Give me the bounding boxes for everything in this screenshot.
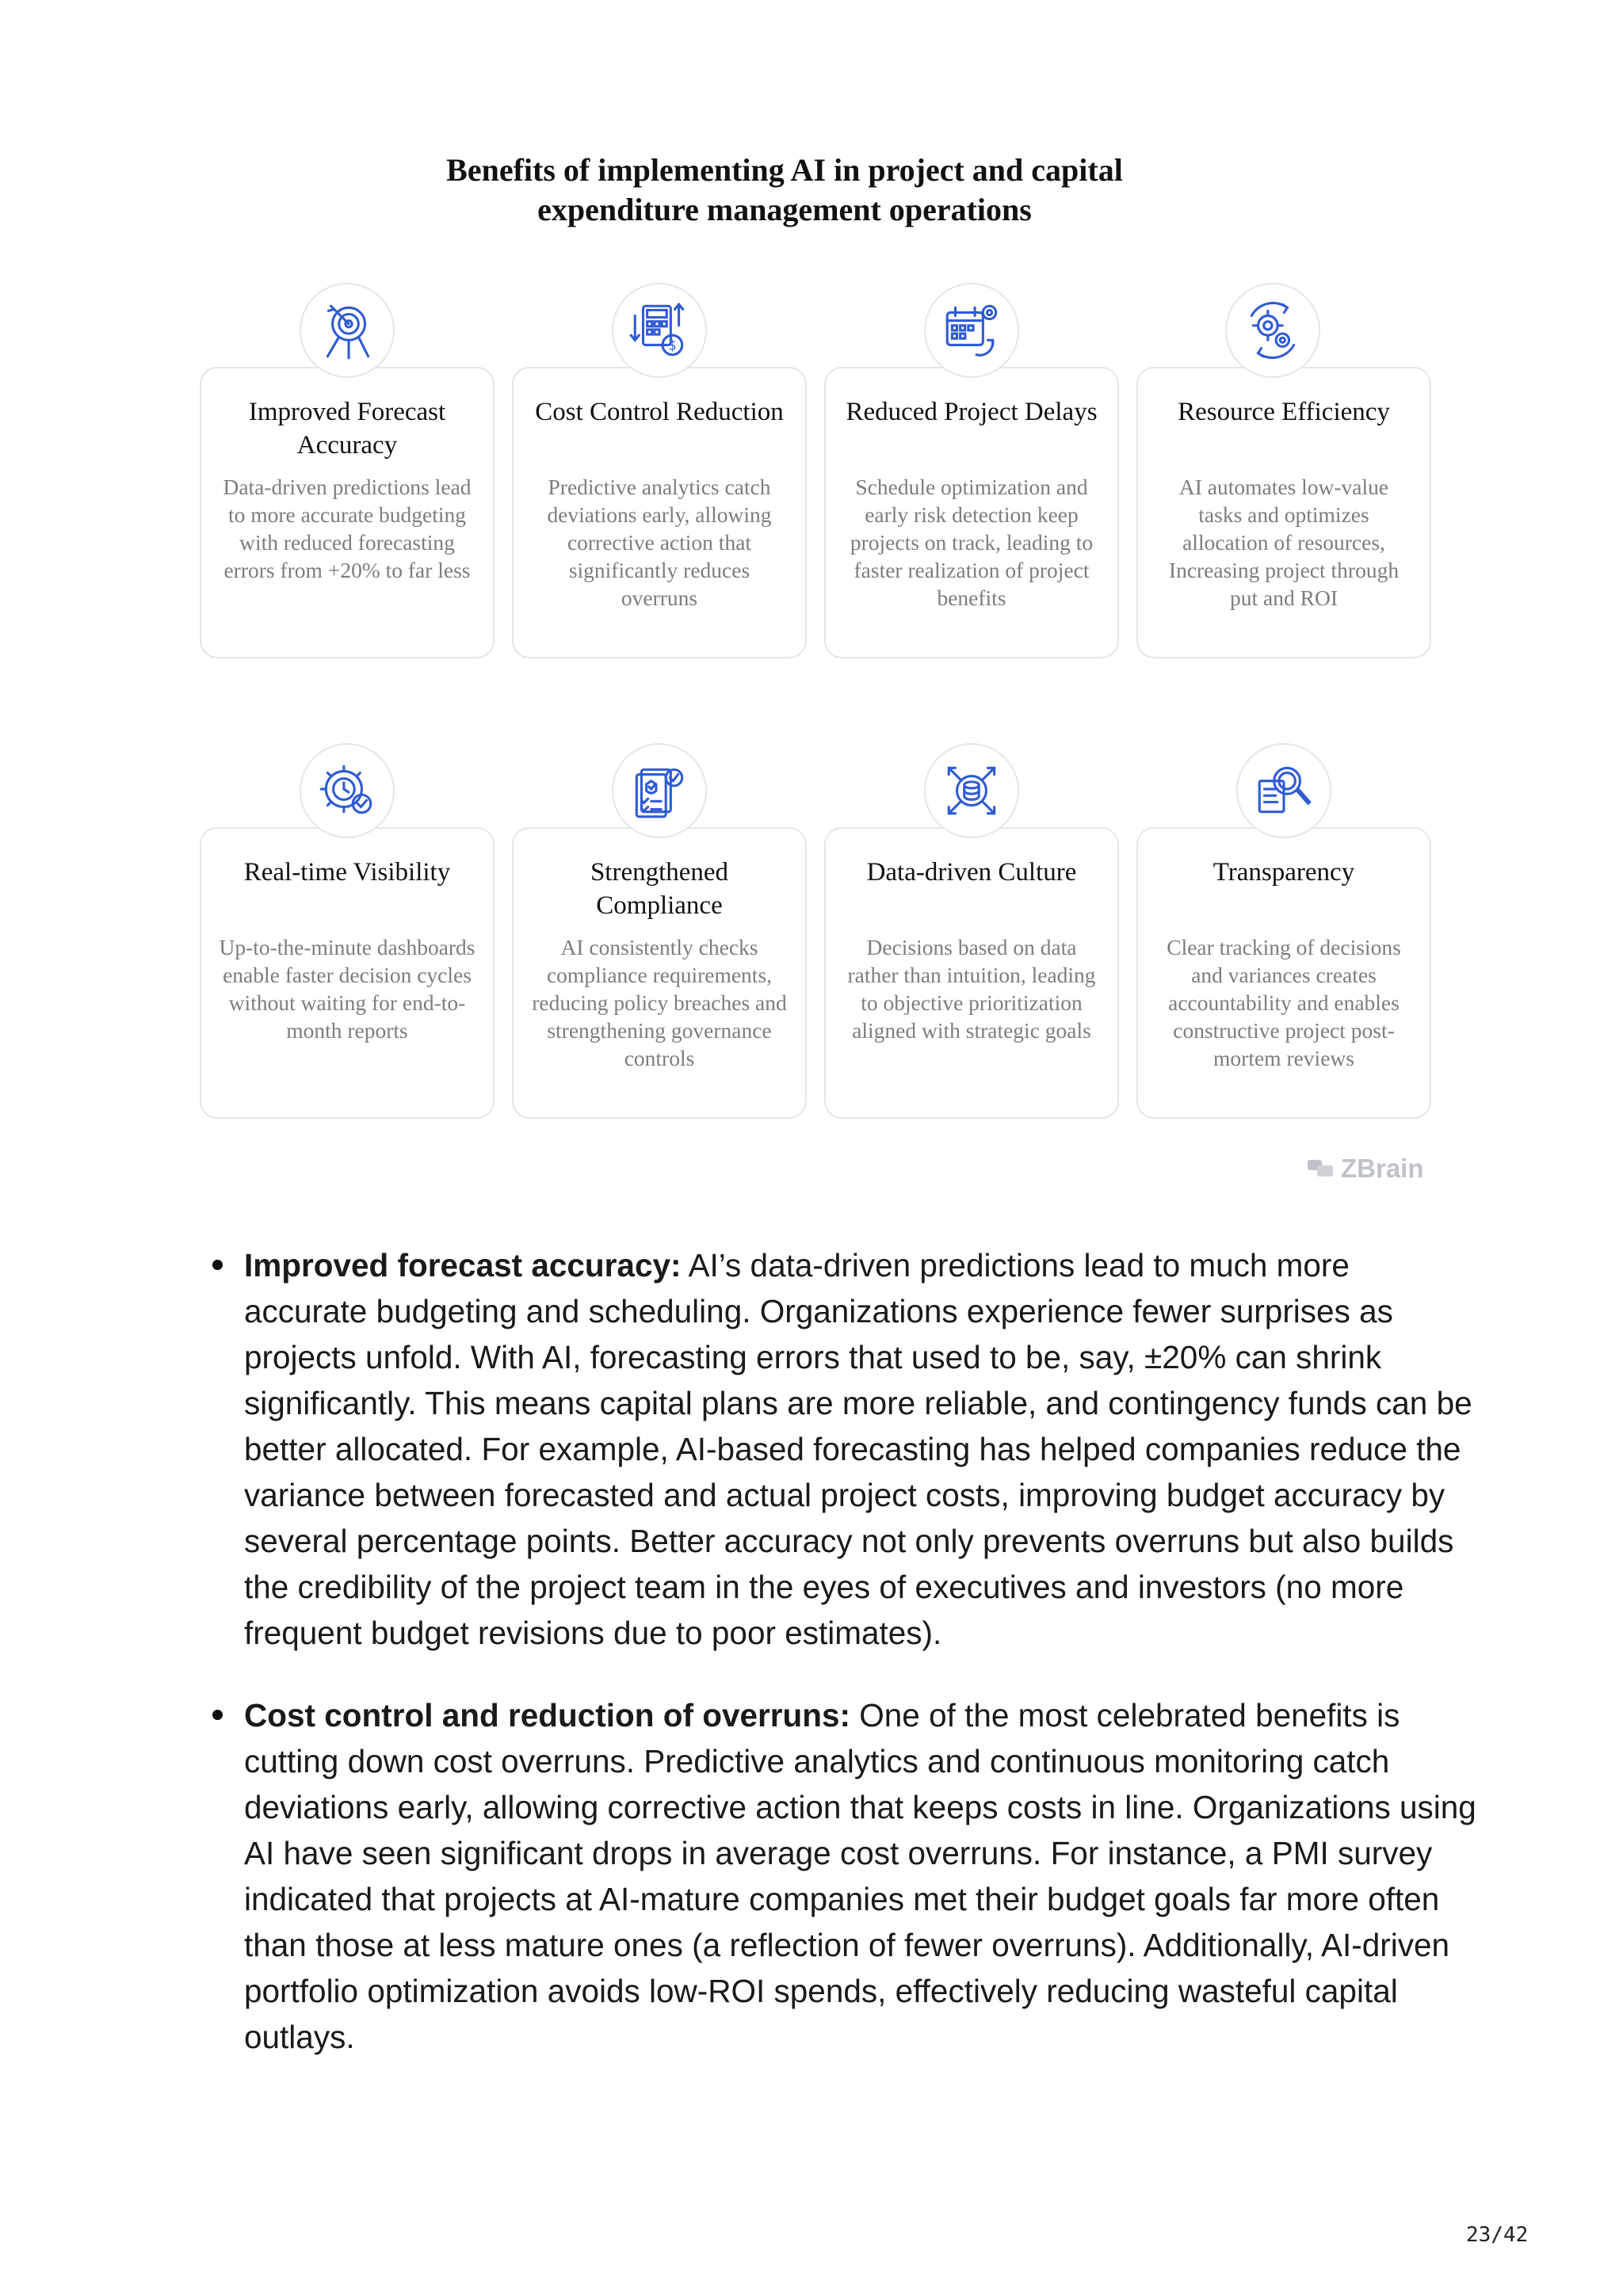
card-description: AI consistently checks compliance requirements, reducing policy breaches and strengthening governance controls	[532, 935, 787, 1070]
card-title: Real-time Visibility	[243, 858, 451, 887]
benefit-card-project-delays	[824, 367, 1119, 658]
gear-check-icon	[300, 743, 395, 838]
magnifier-icon	[1236, 743, 1331, 838]
card-title: Cost Control Reduction	[535, 398, 784, 426]
card-description: AI automates low-value tasks and optimizes allocation of resources, Increasing project through put and ROI	[1168, 475, 1400, 610]
card-description: Predictive analytics catch deviations early, allowing corrective action that significantly reduces overruns	[547, 475, 772, 610]
brand-icon	[1308, 1158, 1335, 1179]
database-icon	[924, 743, 1019, 838]
benefit-card-real-time-visibility	[200, 827, 495, 1119]
card-title: Reduced Project Delays	[846, 398, 1098, 426]
calculator-icon	[612, 283, 707, 378]
card-title: Data-driven Culture	[866, 858, 1077, 887]
benefit-card-resource-efficiency	[1136, 367, 1431, 658]
benefit-card-forecast-accuracy	[200, 367, 495, 658]
card-description: Up-to-the-minute dashboards enable faster decision cycles without waiting for end-to-month reports	[219, 935, 475, 1043]
benefit-card-cost-control	[512, 367, 807, 658]
card-title: Improved Forecast Accuracy	[248, 398, 446, 460]
card-description: Data-driven predictions lead to more accurate budgeting with reduced forecasting errors from +20% to far less	[223, 475, 472, 582]
bullet-icon	[212, 1710, 223, 1720]
bullet-label: Improved forecast accuracy:	[244, 1247, 682, 1283]
benefits-bullet-list	[212, 1242, 1480, 2096]
document-check-icon	[612, 743, 707, 838]
card-title: Transparency	[1212, 858, 1355, 887]
bullet-body: AI’s data-driven predictions lead to much more accurate budgeting and scheduling. Organizations experience fewer surprises as projects unfold. With AI, forecasting errors that used to be, say, ±20% can shrink significantly. This means capital plans are more reliable, and contingency funds can be better allocated. For example, AI-based forecasting has helped companies reduce the variance between forecasted and actual project costs, improving budget accuracy by several percentage points. Better accuracy not only prevents overruns but also builds the credibility of the project team in the eyes of executives and investors (no more frequent budget revisions due to poor estimates).	[244, 1247, 1472, 1651]
bullet-icon	[212, 1260, 223, 1270]
card-title: Strengthened Compliance	[590, 858, 729, 920]
svg-text:$: $	[668, 338, 677, 353]
card-description: Decisions based on data rather than intuition, leading to objective prioritization aligned with strategic goals	[847, 935, 1096, 1043]
brand-logo	[1308, 1153, 1424, 1184]
list-item	[212, 1242, 1480, 1656]
brand-name: ZBrain	[1341, 1154, 1424, 1183]
benefit-card-transparency	[1136, 827, 1431, 1119]
infographic-title: Benefits of implementing AI in project and capital expenditure management operations	[446, 152, 1123, 227]
list-item	[212, 1692, 1480, 2060]
benefit-card-data-driven-culture	[824, 827, 1119, 1119]
card-title: Resource Efficiency	[1178, 398, 1390, 426]
bullet-label: Cost control and reduction of overruns:	[244, 1697, 851, 1733]
target-icon	[300, 283, 395, 378]
card-description: Clear tracking of decisions and variances creates accountability and enables constructive project post-mortem reviews	[1167, 935, 1401, 1070]
bullet-body: One of the most celebrated benefits is cutting down cost overruns. Predictive analytics and continuous monitoring catch deviations early, allowing corrective action that keeps costs in line. Organizations using AI have seen significant drops in average cost overruns. For instance, a PMI survey indicated that projects at AI-mature companies met their budget goals far more often than those at less mature ones (a reflection of fewer overruns). Additionally, AI-driven portfolio optimization avoids low-ROI spends, effectively reducing wasteful capital outlays.	[244, 1697, 1476, 2055]
benefit-card-compliance	[512, 827, 807, 1119]
card-description: Schedule optimization and early risk detection keep projects on track, leading to faster realization of project benefits	[850, 475, 1094, 610]
page-number: 23/42	[1466, 2223, 1529, 2247]
calendar-icon	[924, 283, 1019, 378]
gears-icon	[1225, 283, 1320, 378]
